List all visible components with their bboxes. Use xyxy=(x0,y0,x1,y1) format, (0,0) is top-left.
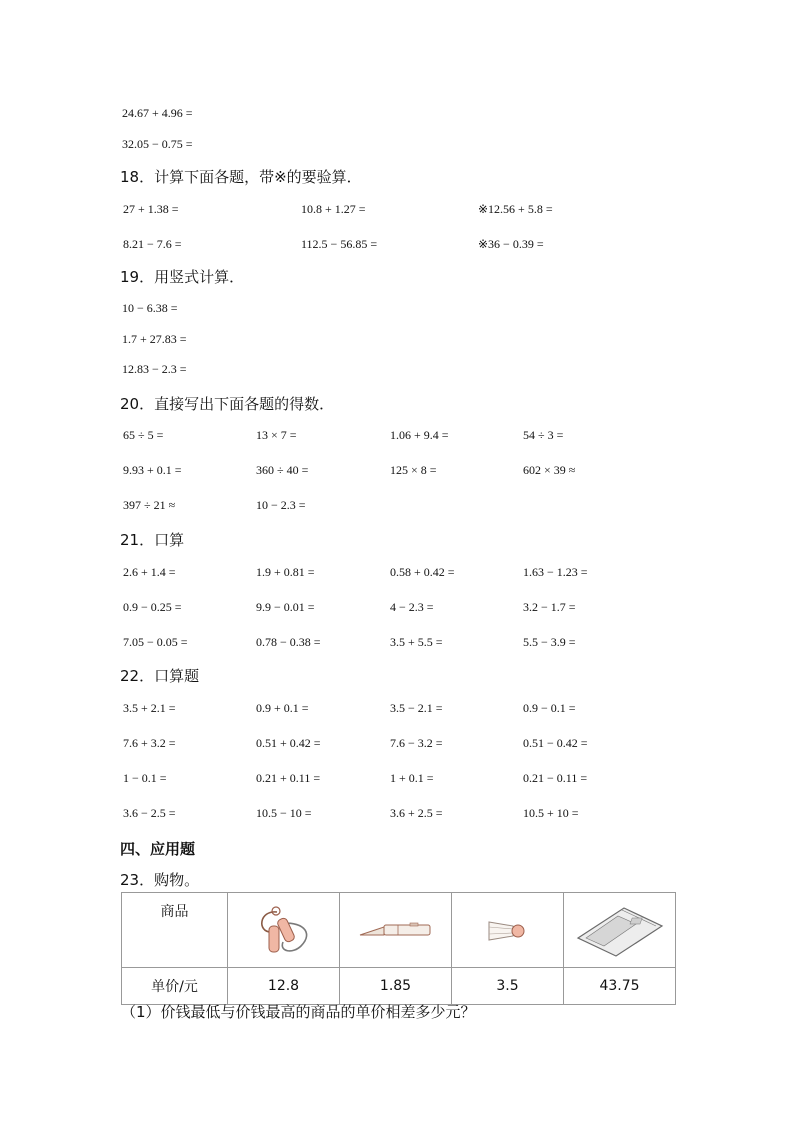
calculator-icon xyxy=(572,902,668,958)
problem: 10.8 + 1.27 = xyxy=(301,202,366,216)
problem: 10.5 + 10 = xyxy=(523,806,579,820)
q23-subquestion: （1）价钱最低与价钱最高的商品的单价相差多少元？ xyxy=(121,1003,476,1021)
item-row xyxy=(122,893,676,968)
problem: 0.9 − 0.25 = xyxy=(123,600,182,614)
section-title: 四、应用题 xyxy=(120,840,196,858)
q23-title: 23．购物。 xyxy=(120,871,200,889)
problem: 12.83 − 2.3 = xyxy=(122,362,187,376)
q20-title: 20．直接写出下面各题的得数． xyxy=(120,395,335,413)
problem: 4 − 2.3 = xyxy=(390,600,434,614)
problem: 9.93 + 0.1 = xyxy=(123,463,182,477)
problem: 8.21 − 7.6 = xyxy=(123,237,182,251)
problem: 7.6 + 3.2 = xyxy=(123,736,176,750)
item-cell xyxy=(564,893,676,968)
header-label: 商品 xyxy=(160,904,189,920)
price-value: 1.85 xyxy=(340,968,452,1005)
header-label-cell xyxy=(122,893,228,968)
item-cell xyxy=(340,893,452,968)
problem: 0.21 + 0.11 = xyxy=(256,771,321,785)
problem: ※36 − 0.39 = xyxy=(478,237,544,251)
price-value: 3.5 xyxy=(452,968,564,1005)
top-problem: 24.67 + 4.96 = xyxy=(122,106,193,120)
problem: 1.06 + 9.4 = xyxy=(390,428,449,442)
problem: 2.6 + 1.4 = xyxy=(123,565,176,579)
item-cell xyxy=(452,893,564,968)
problem: 0.9 + 0.1 = xyxy=(256,701,309,715)
q19-title: 19．用竖式计算． xyxy=(120,268,245,286)
problem: 65 ÷ 5 = xyxy=(123,428,164,442)
problem: 3.6 − 2.5 = xyxy=(123,806,176,820)
problem: 1.7 + 27.83 = xyxy=(122,332,187,346)
problem: 1.9 + 0.81 = xyxy=(256,565,315,579)
price-value: 12.8 xyxy=(228,968,340,1005)
problem: 3.5 + 5.5 = xyxy=(390,635,443,649)
problem: 9.9 − 0.01 = xyxy=(256,600,315,614)
problem: 3.6 + 2.5 = xyxy=(390,806,443,820)
problem: 0.78 − 0.38 = xyxy=(256,635,321,649)
shopping-table xyxy=(121,892,676,1005)
shuttlecock-icon xyxy=(483,910,533,950)
price-row xyxy=(122,968,676,1005)
problem: 13 × 7 = xyxy=(256,428,297,442)
problem: 125 × 8 = xyxy=(390,463,437,477)
problem: ※12.56 + 5.8 = xyxy=(478,202,553,216)
problem: 7.6 − 3.2 = xyxy=(390,736,443,750)
problem: 10.5 − 10 = xyxy=(256,806,312,820)
top-problem: 32.05 − 0.75 = xyxy=(122,137,193,151)
problem: 602 × 39 ≈ xyxy=(523,463,576,477)
problem: 27 + 1.38 = xyxy=(123,202,179,216)
problem: 3.5 + 2.1 = xyxy=(123,701,176,715)
problem: 0.21 − 0.11 = xyxy=(523,771,588,785)
problem: 10 − 6.38 = xyxy=(122,301,178,315)
problem: 1 + 0.1 = xyxy=(390,771,434,785)
problem: 0.9 − 0.1 = xyxy=(523,701,576,715)
problem: 3.5 − 2.1 = xyxy=(390,701,443,715)
price-label: 单价/元 xyxy=(122,968,228,1005)
problem: 5.5 − 3.9 = xyxy=(523,635,576,649)
problem: 397 ÷ 21 ≈ xyxy=(123,498,176,512)
q21-title: 21．口算 xyxy=(120,531,185,549)
problem: 3.2 − 1.7 = xyxy=(523,600,576,614)
q18-title: 18．计算下面各题，带※的要验算． xyxy=(120,168,362,186)
problem: 0.51 + 0.42 = xyxy=(256,736,321,750)
problem: 1.63 − 1.23 = xyxy=(523,565,588,579)
problem: 0.58 + 0.42 = xyxy=(390,565,455,579)
utility-knife-icon xyxy=(354,915,438,945)
problem: 112.5 − 56.85 = xyxy=(301,237,378,251)
problem: 7.05 − 0.05 = xyxy=(123,635,188,649)
item-cell xyxy=(228,893,340,968)
problem: 1 − 0.1 = xyxy=(123,771,167,785)
problem: 0.51 − 0.42 = xyxy=(523,736,588,750)
q22-title: 22．口算题 xyxy=(120,667,200,685)
price-value: 43.75 xyxy=(564,968,676,1005)
skipping-rope-icon xyxy=(249,902,319,958)
problem: 10 − 2.3 = xyxy=(256,498,306,512)
problem: 360 ÷ 40 = xyxy=(256,463,309,477)
problem: 54 ÷ 3 = xyxy=(523,428,564,442)
